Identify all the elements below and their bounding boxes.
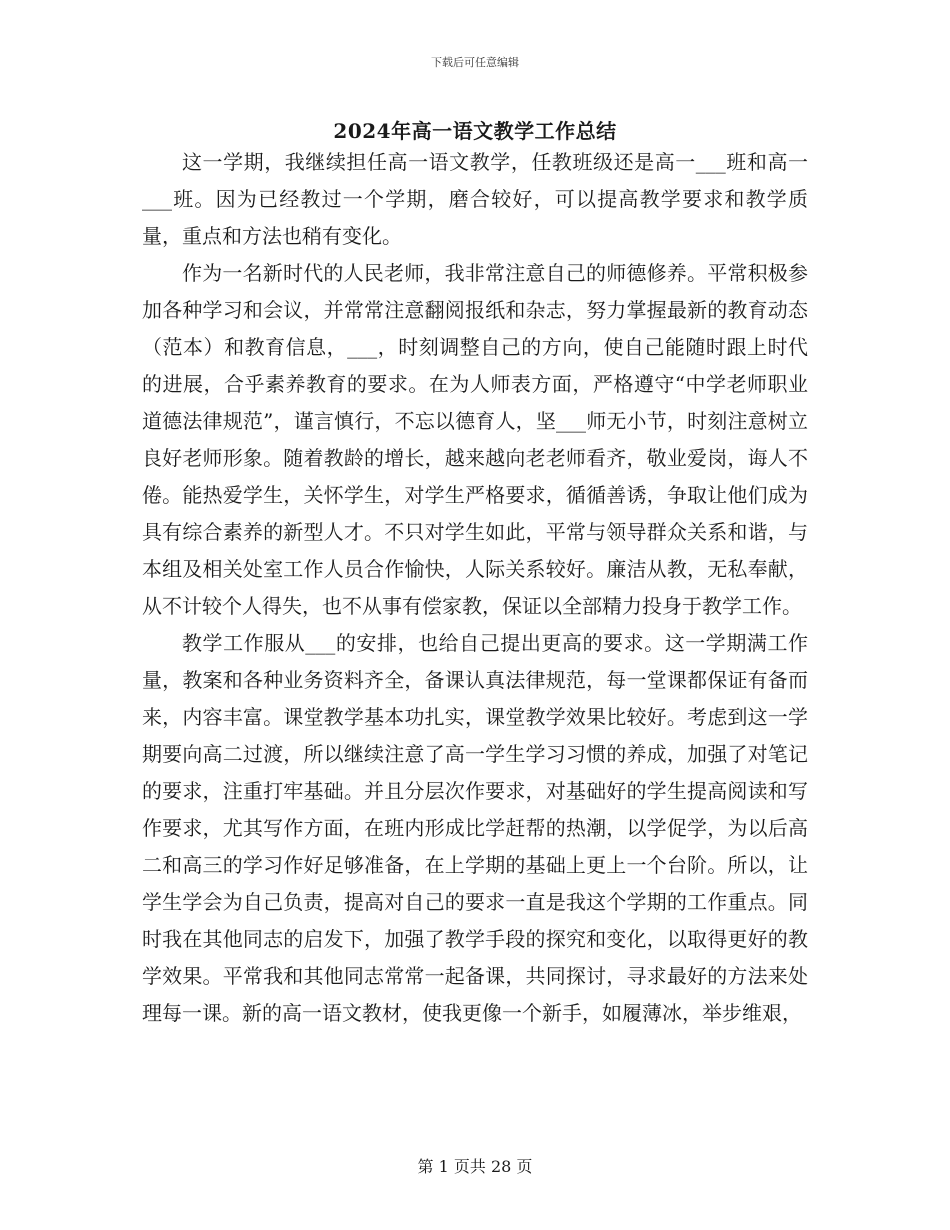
paragraph-1: 这一学期，我继续担任高一语文教学，任教班级还是高一___班和高一___班。因为已经教过一个学期，磨合较好，可以提高教学要求和教学质量，重点和方法也稍有变化。 xyxy=(142,150,808,248)
page-header-note: 下载后可任意编辑 xyxy=(431,56,519,69)
paragraph-3: 教学工作服从___的安排，也给自己提出更高的要求。这一学期满工作量，教案和各种业务资料齐全，备课认真法律规范，每一堂课都保证有备而来，内容丰富。课堂教学基本功扎实，课堂教学效果比较好。考虑到这一学期要向高二过渡，所以继续注意了高一学生学习习惯的养成，加强了对笔记的要求，注重打牢基础。并且分层次作要求，对基础好的学生提高阅读和写作要求，尤其写作方面，在班内形成比学赶帮的热潮，以学促学，为以后高二和高三的学习作好足够准备，在上学期的基础上更上一个台阶。所以，让学生学会为自己负责，提高对自己的要求一直是我这个学期的工作重点。同时我在其他同志的启发下，加强了教学手段的探究和变化，以取得更好的教学效果。平常我和其他同志常常一起备课，共同探讨，寻求最好的方法来处理每一课。新的高一语文教材，使我更像一个新手，如履薄冰，举步维艰， xyxy=(142,631,808,1025)
document-body xyxy=(142,144,808,1032)
document-title: 2024年高一语文教学工作总结 xyxy=(333,119,617,143)
paragraph-2: 作为一名新时代的人民老师，我非常注意自己的师德修养。平常积极参加各种学习和会议，并常常注意翻阅报纸和杂志，努力掌握最新的教育动态（范本）和教育信息，___，时刻调整自己的方向，使自己能随时跟上时代的进展，合乎素养教育的要求。在为人师表方面，严格遵守“中学老师职业道德法律规范”，谨言慎行，不忘以德育人，坚___师无小节，时刻注意树立良好老师形象。随着教龄的增长，越来越向老老师看齐，敬业爱岗，诲人不倦。能热爱学生，关怀学生，对学生严格要求，循循善诱，争取让他们成为具有综合素养的新型人才。不只对学生如此，平常与领导群众关系和谐，与本组及相关处室工作人员合作愉快，人际关系较好。廉洁从教，无私奉献，从不计较个人得失，也不从事有偿家教，保证以全部精力投身于教学工作。 xyxy=(142,261,808,618)
page-number: 第 1 页共 28 页 xyxy=(417,1157,533,1176)
